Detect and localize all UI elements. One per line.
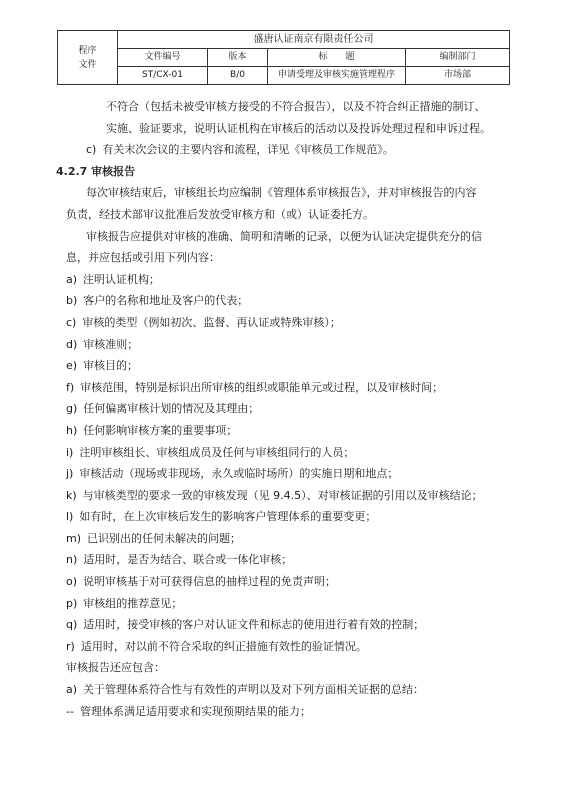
list-item-c-meeting xyxy=(66,139,506,161)
list-text: 与审核类型的要求一致的审核发现（见 9.4.5）、对审核证据的引用以及审核结论； xyxy=(82,488,483,502)
dash-item xyxy=(66,701,506,723)
list-label: k) xyxy=(66,488,77,502)
list-text: 适用时，是否为结合、联合或一体化审核； xyxy=(83,553,293,567)
list-text: 审核组的推荐意见； xyxy=(83,596,183,610)
list-item-a-statement xyxy=(66,679,506,701)
list-label: j) xyxy=(66,467,74,481)
col-version-header: 版本 xyxy=(208,49,268,67)
list-text: 适用时，对以前不符合采取的纠正措施有效性的验证情况。 xyxy=(80,639,367,653)
company-name: 盛唐认证南京有限责任公司 xyxy=(118,31,510,49)
list-item xyxy=(66,463,506,485)
paragraph-1-line-1: 每次审核结束后，审核组长均应编制《管理体系审核报告》，并对审核报告的内容 xyxy=(86,186,477,200)
col-dept-header: 编制部门 xyxy=(406,49,510,67)
list-label: p) xyxy=(66,596,78,610)
list-item xyxy=(66,312,506,334)
list-item xyxy=(66,636,506,658)
also-include-label: 审核报告还应包含： xyxy=(66,661,165,675)
list-text: 管理体系满足适用要求和实现预期结果的能力； xyxy=(79,704,311,718)
list-text: 已识别出的任何未解决的问题； xyxy=(87,531,242,545)
list-label: l) xyxy=(66,510,74,524)
col-file-number-header: 文件编号 xyxy=(118,49,208,67)
list-item xyxy=(66,355,506,377)
paragraph-2-line-1: 审核报告应提供对审核的准确、简明和清晰的记录，以便为认证决定提供充分的信 xyxy=(86,229,482,243)
list-text: 适用时，接受审核的客户对认证文件和标志的使用进行着有效的控制； xyxy=(83,618,425,632)
list-label: m) xyxy=(66,531,82,545)
list-item xyxy=(66,593,506,615)
list-text: 审核的类型（例如初次、监督、再认证或特殊审核）； xyxy=(82,315,341,329)
list-label: f) xyxy=(66,380,75,394)
list-text: 说明审核基于对可获得信息的抽样过程的免责声明； xyxy=(83,575,337,589)
list-label: e) xyxy=(66,359,78,373)
list-item xyxy=(66,290,506,312)
list-label: a) xyxy=(66,272,78,286)
list-item xyxy=(66,377,506,399)
list-text: 关于管理体系符合性与有效性的声明以及对下列方面相关证据的总结： xyxy=(83,683,425,697)
list-label: h) xyxy=(66,423,78,437)
list-item xyxy=(66,614,506,636)
list-label: i) xyxy=(66,445,74,459)
list-text: 审核目的； xyxy=(83,359,139,373)
list-item xyxy=(66,485,506,507)
list-item xyxy=(66,442,506,464)
list-label: d) xyxy=(66,337,78,351)
list-text: 有关末次会议的主要内容和流程，详见《审核员工作规范》。 xyxy=(102,143,394,157)
col-title-header: 标 题 xyxy=(268,49,406,67)
dash-label: -- xyxy=(66,704,74,718)
doc-type-label: 程序 文件 xyxy=(58,31,118,85)
list-label: c) xyxy=(66,315,77,329)
continuation-line-1: 不符合（包括未被受审核方接受的不符合报告），以及不符合纠正措施的制订、 xyxy=(106,100,486,113)
document-body xyxy=(56,96,506,722)
section-heading: 4.2.7 审核报告 xyxy=(56,164,136,178)
list-text: 如有时，在上次审核后发生的影响客户管理体系的重要变更； xyxy=(79,510,377,524)
list-text: 审核范围，特别是标识出所审核的组织或职能单元或过程，以及审核时间； xyxy=(80,380,444,394)
list-item xyxy=(66,398,506,420)
list-text: 任何偏离审核计划的情况及其理由； xyxy=(83,402,260,416)
list-label: a) xyxy=(66,683,78,697)
list-label: c) xyxy=(86,143,97,157)
list-text: 审核活动（现场或非现场，永久或临时场所）的实施日期和地点； xyxy=(79,467,399,481)
list-item xyxy=(66,269,506,291)
list-text: 注明审核组长、审核组成员及任何与审核组同行的人员； xyxy=(79,445,355,459)
list-label: n) xyxy=(66,553,78,567)
list-text: 客户的名称和地址及客户的代表； xyxy=(83,294,249,308)
list-text: 任何影响审核方案的重要事项； xyxy=(83,423,238,437)
paragraph-2-line-2: 息，并应包括或引用下列内容： xyxy=(66,251,220,265)
file-number-value: ST/CX-01 xyxy=(118,67,208,85)
report-content-list xyxy=(66,269,506,658)
list-item xyxy=(66,549,506,571)
version-value: B/0 xyxy=(208,67,268,85)
list-item xyxy=(66,506,506,528)
list-label: g) xyxy=(66,402,78,416)
list-item xyxy=(66,420,506,442)
list-label: o) xyxy=(66,575,78,589)
paragraph-1-line-2: 负责，经技术部审议批准后发放受审核方和（或）认证委托方。 xyxy=(66,207,374,221)
list-item xyxy=(66,528,506,550)
list-label: q) xyxy=(66,618,78,632)
list-label: r) xyxy=(66,639,75,653)
list-label: b) xyxy=(66,294,78,308)
continuation-line-2: 实施、验证要求，说明认证机构在审核后的活动以及投诉处理过程和申诉过程。 xyxy=(106,121,491,135)
document-header-table xyxy=(57,30,510,85)
list-text: 注明认证机构； xyxy=(83,272,161,286)
list-item xyxy=(66,571,506,593)
list-text: 审核准则； xyxy=(83,337,139,351)
list-item xyxy=(66,334,506,356)
title-value: 申请受理及审核实施管理程序 xyxy=(268,67,406,85)
dept-value: 市场部 xyxy=(406,67,510,85)
